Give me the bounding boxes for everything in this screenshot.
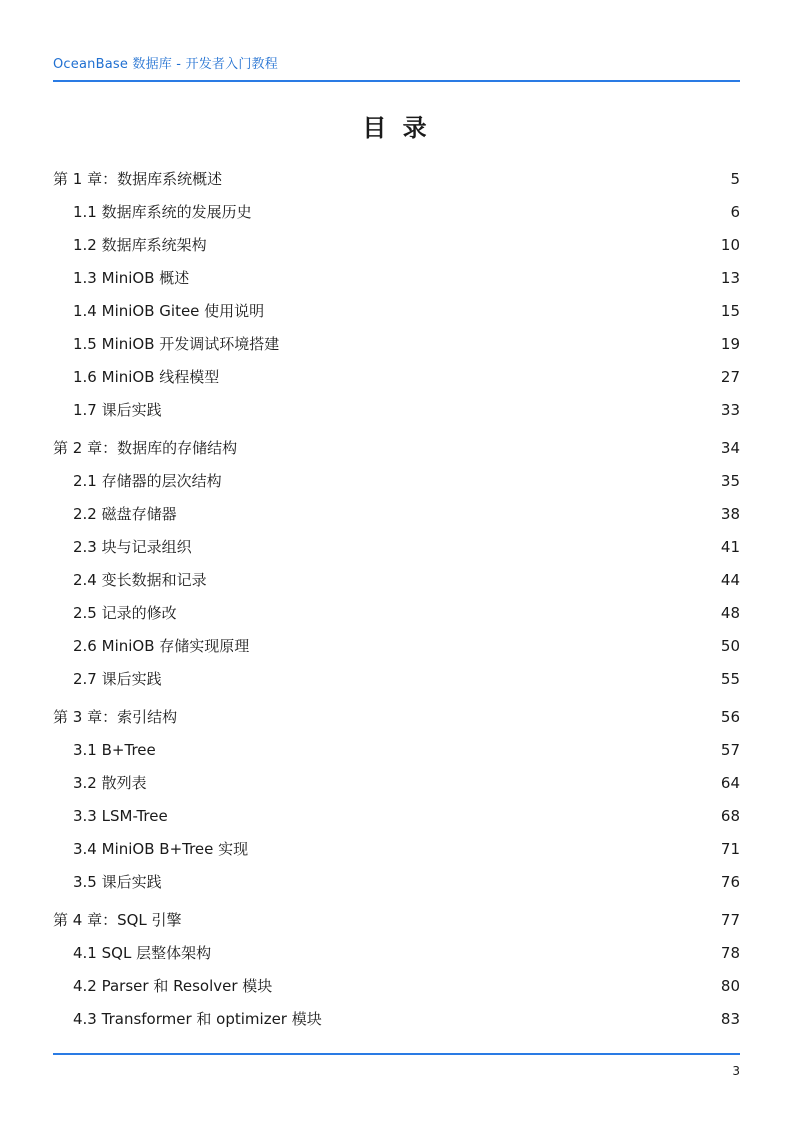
toc-entry-label: 1.4 MiniOB Gitee 使用说明	[73, 302, 265, 320]
toc-entry-page: 64	[720, 773, 740, 792]
toc-entry-label: 2.6 MiniOB 存储实现原理	[73, 637, 250, 655]
toc-entry-page: 33	[720, 400, 740, 419]
toc-entry-page: 80	[720, 976, 740, 995]
toc-section-entry[interactable]	[53, 733, 740, 766]
toc-entry-label: 3.4 MiniOB B+Tree 实现	[73, 840, 249, 858]
toc-entry-page: 56	[720, 707, 740, 726]
toc-entry-page: 83	[720, 1009, 740, 1028]
toc-section-entry[interactable]	[53, 294, 740, 327]
toc-entry-label: 1.2 数据库系统架构	[73, 236, 207, 254]
toc-entry-page: 15	[720, 301, 740, 320]
toc-entry-page: 35	[720, 471, 740, 490]
toc-entry-page: 44	[720, 570, 740, 589]
toc-section-entry[interactable]	[53, 662, 740, 695]
toc-entry-page: 48	[720, 603, 740, 622]
toc-section-entry[interactable]	[53, 629, 740, 662]
toc-entry-page: 19	[720, 334, 740, 353]
toc-entry-label: 1.7 课后实践	[73, 401, 162, 419]
toc-entry-label: 1.5 MiniOB 开发调试环境搭建	[73, 335, 280, 353]
toc-entry-label: 3.2 散列表	[73, 774, 147, 792]
toc-chapter-entry[interactable]	[53, 903, 740, 936]
toc-entry-page: 68	[720, 806, 740, 825]
running-header: OceanBase 数据库 - 开发者入门教程	[53, 57, 278, 72]
toc-entry-page: 38	[720, 504, 740, 523]
header-rule	[53, 80, 740, 82]
toc-section-entry[interactable]	[53, 195, 740, 228]
toc-section-entry[interactable]	[53, 360, 740, 393]
toc-entry-page: 5	[730, 169, 740, 188]
toc-entry-label: 4.1 SQL 层整体架构	[73, 944, 212, 962]
toc-entry-label: 4.2 Parser 和 Resolver 模块	[73, 977, 273, 995]
toc-title: 目 录	[362, 114, 431, 142]
toc-section-entry[interactable]	[53, 969, 740, 1002]
toc-entry-label: 3.1 B+Tree	[73, 740, 156, 759]
toc-entry-label: 2.4 变长数据和记录	[73, 571, 207, 589]
toc-entry-page: 13	[720, 268, 740, 287]
toc-entry-label: 2.1 存储器的层次结构	[73, 472, 222, 490]
toc-entry-label: 第 3 章：索引结构	[53, 708, 178, 726]
toc-entry-label: 2.7 课后实践	[73, 670, 162, 688]
toc-entry-label: 2.5 记录的修改	[73, 604, 177, 622]
toc-section-entry[interactable]	[53, 766, 740, 799]
toc-entry-page: 6	[730, 202, 740, 221]
toc-section-entry[interactable]	[53, 865, 740, 898]
toc-entry-label: 3.5 课后实践	[73, 873, 162, 891]
toc-entry-label: 1.3 MiniOB 概述	[73, 269, 190, 287]
toc-entry-page: 78	[720, 943, 740, 962]
toc-entry-label: 第 1 章：数据库系统概述	[53, 170, 223, 188]
toc-section-entry[interactable]	[53, 530, 740, 563]
toc-entry-page: 55	[720, 669, 740, 688]
toc-chapter-entry[interactable]	[53, 700, 740, 733]
toc-entry-label: 2.2 磁盘存储器	[73, 505, 177, 523]
toc-section-entry[interactable]	[53, 832, 740, 865]
toc-entry-label: 第 4 章：SQL 引擎	[53, 911, 182, 929]
toc-section-entry[interactable]	[53, 393, 740, 426]
page-number: 3	[732, 1064, 740, 1078]
toc-entry-page: 10	[720, 235, 740, 254]
toc-section-entry[interactable]	[53, 228, 740, 261]
toc-entry-page: 27	[720, 367, 740, 386]
footer-rule	[53, 1053, 740, 1055]
toc-entry-label: 2.3 块与记录组织	[73, 538, 192, 556]
toc-section-entry[interactable]	[53, 799, 740, 832]
toc-entry-page: 34	[720, 438, 740, 457]
toc-section-entry[interactable]	[53, 497, 740, 530]
toc-entry-label: 3.3 LSM-Tree	[73, 806, 168, 825]
toc-chapter-entry[interactable]	[53, 162, 740, 195]
toc-entry-page: 76	[720, 872, 740, 891]
toc-section-entry[interactable]	[53, 1002, 740, 1035]
toc-section-entry[interactable]	[53, 563, 740, 596]
toc-entry-page: 50	[720, 636, 740, 655]
toc-entry-label: 1.6 MiniOB 线程模型	[73, 368, 220, 386]
toc-chapter-entry[interactable]	[53, 431, 740, 464]
toc-entry-page: 41	[720, 537, 740, 556]
toc-section-entry[interactable]	[53, 464, 740, 497]
toc-section-entry[interactable]	[53, 596, 740, 629]
toc-section-entry[interactable]	[53, 261, 740, 294]
toc-section-entry[interactable]	[53, 936, 740, 969]
toc-entry-page: 71	[720, 839, 740, 858]
toc-entry-page: 77	[720, 910, 740, 929]
toc-entry-label: 第 2 章：数据库的存储结构	[53, 439, 238, 457]
toc-entry-page: 57	[720, 740, 740, 759]
toc-entry-label: 1.1 数据库系统的发展历史	[73, 203, 252, 221]
toc-section-entry[interactable]	[53, 327, 740, 360]
toc-entry-label: 4.3 Transformer 和 optimizer 模块	[73, 1010, 322, 1028]
